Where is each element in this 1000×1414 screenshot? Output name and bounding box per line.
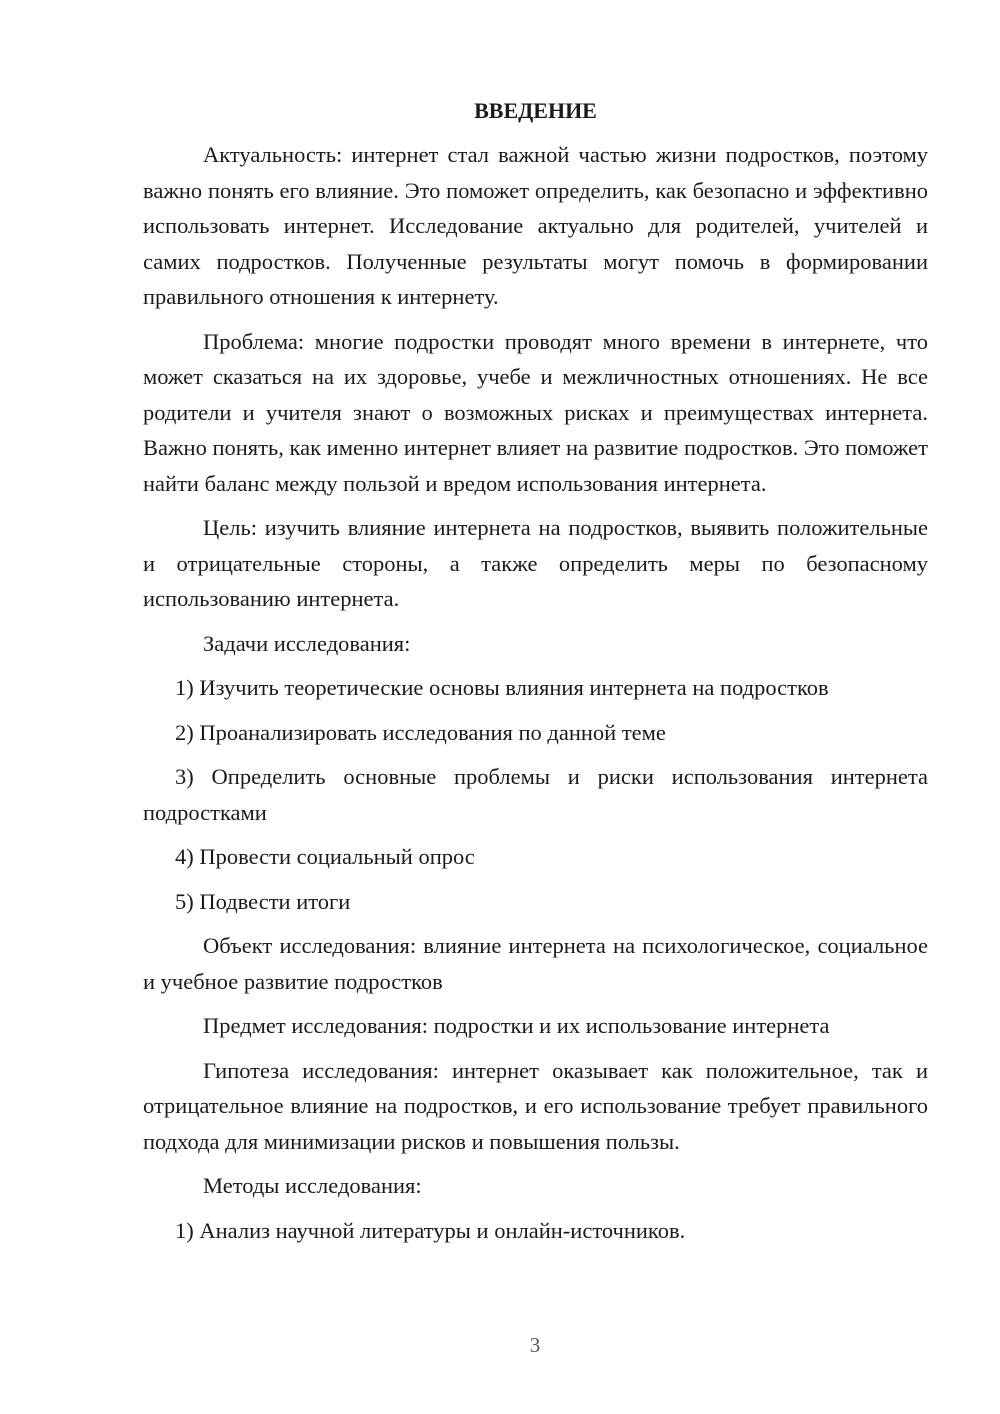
task-item-2: 2) Проанализировать исследования по данной теме [175, 719, 666, 745]
relevance-paragraph: Актуальность: интернет стал важной частью жизни подростков, поэтому важно понять его влияние. Это поможет определить, как безопасно и эффективно использовать интернет. Исследование актуально для родителей, учителей и самих подростков. Полученные результаты могут помочь в формировании правильного отношения к интернету. [143, 142, 928, 309]
hypothesis-paragraph: Гипотеза исследования: интернет оказывает как положительное, так и отрицательное влияние на подростков, и его использование требует правильного подхода для минимизации рисков и повышения пользы. [143, 1057, 928, 1154]
task-item-5: 5) Подвести итоги [175, 888, 351, 914]
task-item-3: 3) Определить основные проблемы и риски использования интернета подростками [143, 764, 928, 825]
page-content [143, 94, 928, 1257]
task-item-4: 4) Провести социальный опрос [175, 844, 475, 869]
method-item-1: 1) Анализ научной литературы и онлайн-источников. [175, 1217, 686, 1243]
page-number: 3 [529, 1333, 541, 1357]
goal-paragraph: Цель: изучить влияние интернета на подростков, выявить положительные и отрицательные стороны, а также определить меры по безопасному использованию интернета. [143, 515, 928, 611]
section-heading: ВВЕДЕНИЕ [474, 98, 597, 123]
subject-paragraph: Предмет исследования: подростки и их использование интернета [203, 1013, 830, 1038]
methods-title: Методы исследования: [203, 1173, 422, 1198]
tasks-title: Задачи исследования: [203, 630, 411, 656]
problem-paragraph: Проблема: многие подростки проводят много времени в интернете, что может сказаться на их здоровье, учебе и межличностных отношениях. Не все родители и учителя знают о возможных рисках и преимуществах интернета. Важно понять, как именно интернет влияет на развитие подростков. Это поможет найти баланс между пользой и вредом использования интернета. [143, 328, 928, 496]
task-item-1: 1) Изучить теоретические основы влияния интернета на подростков [175, 675, 829, 700]
object-paragraph: Объект исследования: влияние интернета на психологическое, социальное и учебное развитие подростков [143, 933, 928, 994]
